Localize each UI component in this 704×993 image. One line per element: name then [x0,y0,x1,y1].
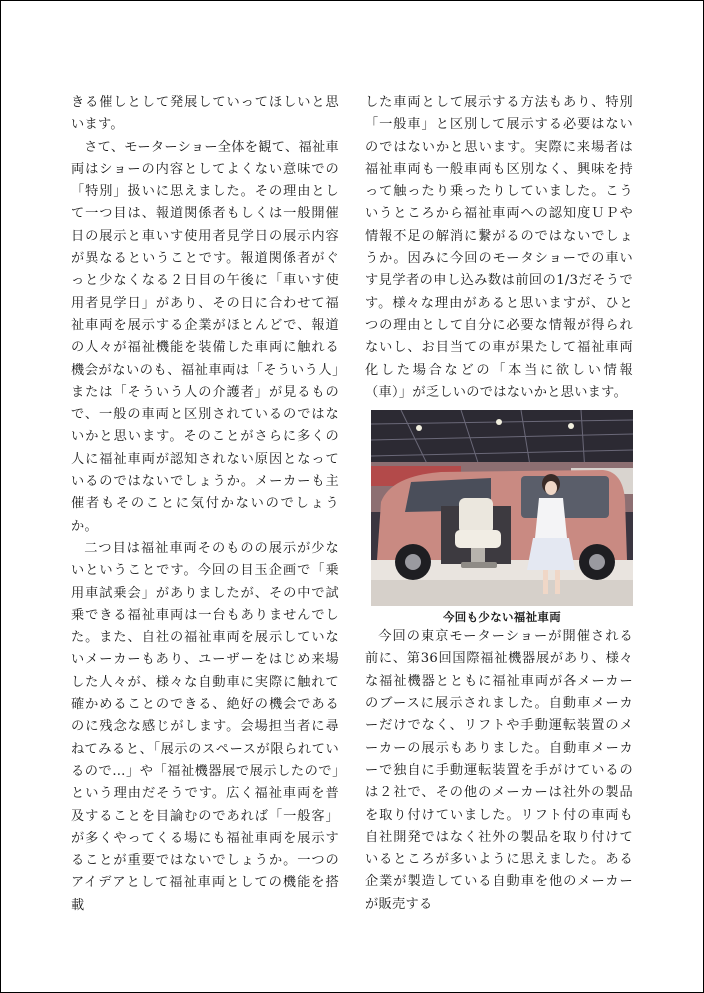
welfare-vehicle-photo [371,410,633,606]
photo-caption: 今回も少ない福祉車両 [443,610,561,625]
left-paragraph-3: 二つ目は福祉車両そのものの展示が少ないということです。今回の目玉企画で「乗用車試乗会」がありましたが、その中で試乗できる福祉車両は一台もありませんでした。また、自社の福祉車両を展示していないメーカーもあり、ユーザーをはじめ来場した人々が、様々な自動車に実際に触れて確かめることのできる、絶好の機会であるのに残念な感じがします。会場担当者に尋ねてみると、「展示のスペースが限られているので…」や「福祉機器展で展示したので」という理由だそうです。広く福祉車両を普及することを目論むのであれば「一般客」が多くやってくる場にも福祉車両を展示することが重要ではないでしょうか。一つのアイデアとして福祉車両としての機能を搭載 [71,540,339,913]
left-paragraph-2: さて、モーターショー全体を観て、福祉車両はショーの内容としてよくない意味での「特別」扱いに思えました。その理由として一つ目は、報道関係者もしくは一般開催日の展示と車いす使用者見学日の展示内容が異なるということです。報道関係者がぐっと少なくなる２日目の午後に「車いす使用者見学日」があり、その日に合わせて福祉車両を展示する企業がほとんどで、報道の人々が福祉機能を装備した車両に触れる機会がないのも、福祉車両は「そういう人」または「そういう人の介護者」が見るもので、一般の車両と区別されているのではないかと思います。そのことがさらに多くの人に福祉車両が認知されない原因となっているのではないでしょうか。メーカーも主催者もそのことに気付かないのでしょうか。 [71,139,339,534]
left-column [71,92,339,917]
left-paragraph-1: きる催しとして発展していってほしいと思います。 [71,95,339,133]
right-paragraph-2: 今回の東京モーターショーが開催される前に、第36回国際福祉機器展があり、様々な福祉機器とともに福祉車両が各メーカーのブースに展示されました。自動車メーカーだけでなく、リフトや手動運転装置のメーカーの展示もありました。自動車メーカーで独自に手動運転装置を手がけているのは２社で、その他のメーカーは社外の製品を取り付けていました。リフト付の車両も自社開発ではなく社外の製品を取り付けているところが多いように思えました。ある企業が製造している自動車を他のメーカーが販売する [365,629,633,912]
right-column [365,92,633,916]
right-paragraph-1: した車両として展示する方法もあり、特別「一般車」と区別して展示する必要はないのではないかと思います。実際に来場者は福祉車両も一般車両も区別なく、興味を持って触ったり乗ったりしていました。こういうところから福祉車両への認知度ＵＰや情報不足の解消に繋がるのではないでしょうか。因みに今回のモータショーでの車いす見学者の申し込み数は前回の1/3だそうです。様々な理由があると思いますが、ひとつの理由として自分に必要な情報が得られないし、お目当ての車が果たして福祉車両化した場合などの「本当に欲しい情報（車）」が乏しいのではないかと思います。 [365,95,633,400]
photo-illustration [371,410,633,606]
